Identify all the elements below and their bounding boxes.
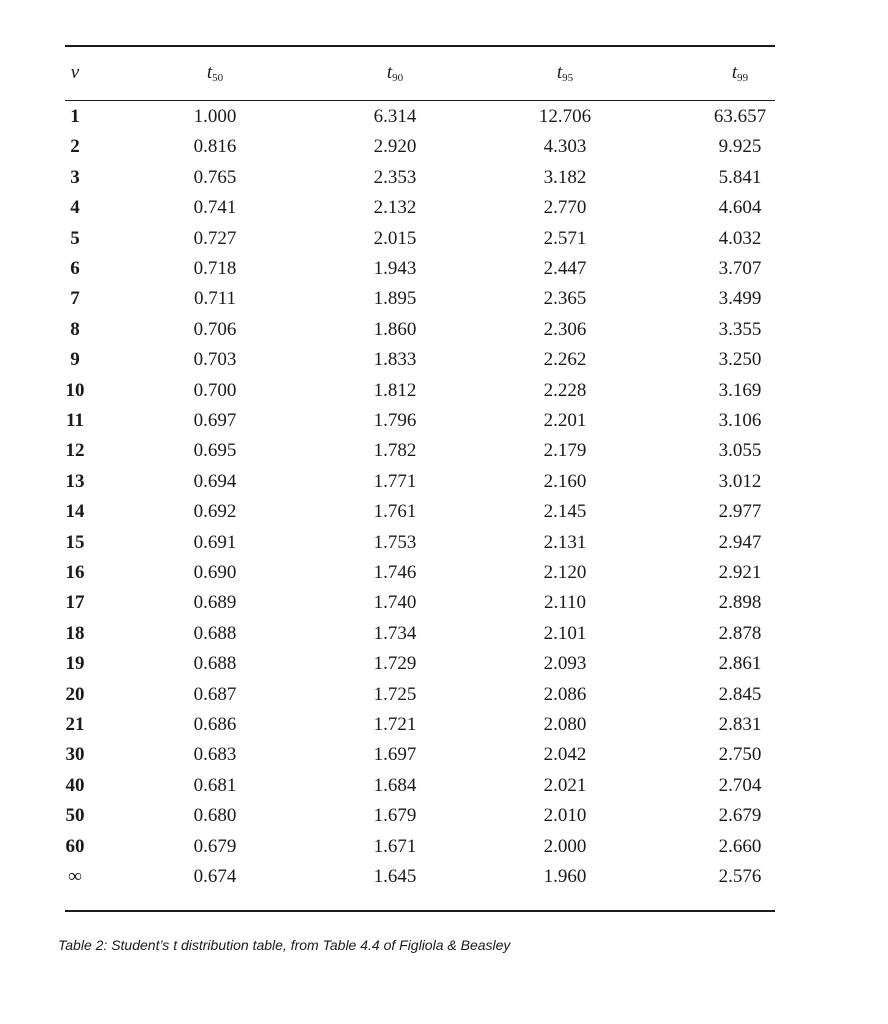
table-cell-dof: ∞	[68, 866, 82, 887]
table-cell-t90: 1.761	[373, 501, 417, 522]
table-cell-t99: 2.861	[718, 653, 762, 674]
table-cell-t50: 0.765	[193, 167, 237, 188]
table-cell-t90: 1.943	[373, 258, 417, 279]
table-cell-t90: 1.895	[373, 288, 417, 309]
table-cell-t99: 2.576	[718, 866, 762, 887]
table-cell-t50: 0.674	[193, 866, 237, 887]
table-cell-t95: 2.770	[543, 197, 587, 218]
table-cell-t99: 2.750	[718, 744, 762, 765]
table-cell-dof: 20	[65, 684, 85, 705]
table-cell-t90: 1.729	[373, 653, 417, 674]
table-cell-t90: 1.740	[373, 592, 417, 613]
table-cell-t95: 2.080	[543, 714, 587, 735]
table-cell-t99: 2.845	[718, 684, 762, 705]
table-cell-dof: 3	[70, 167, 80, 188]
table-cell-t50: 0.700	[193, 380, 237, 401]
table-caption: Table 2: Student’s t distribution table, from Table 4.4 of Figliola & Beasley	[58, 937, 511, 953]
table-cell-t50: 0.703	[193, 349, 237, 370]
table-cell-t99: 2.977	[718, 501, 762, 522]
table-cell-t99: 2.921	[718, 562, 762, 583]
table-cell-t99: 3.355	[718, 319, 762, 340]
table-cell-t95: 2.010	[543, 805, 587, 826]
table-cell-t99: 3.250	[718, 349, 762, 370]
table-cell-t90: 1.812	[373, 380, 417, 401]
table-cell-t99: 2.878	[718, 623, 762, 644]
table-cell-t50: 0.695	[193, 440, 237, 461]
table-cell-t50: 0.687	[193, 684, 237, 705]
table-cell-t90: 1.734	[373, 623, 417, 644]
table-cell-t95: 2.021	[543, 775, 587, 796]
table-cell-t90: 1.697	[373, 744, 417, 765]
table-cell-t50: 0.694	[193, 471, 237, 492]
table-cell-dof: 21	[65, 714, 85, 735]
table-cell-dof: 18	[65, 623, 85, 644]
table-cell-dof: 7	[70, 288, 80, 309]
table-cell-t99: 5.841	[718, 167, 762, 188]
table-cell-t90: 1.746	[373, 562, 417, 583]
table-cell-t90: 1.721	[373, 714, 417, 735]
table-cell-t90: 1.725	[373, 684, 417, 705]
table-cell-t90: 1.645	[373, 866, 417, 887]
table-cell-t99: 3.012	[718, 471, 762, 492]
table-cell-t50: 0.680	[193, 805, 237, 826]
table-cell-t95: 2.120	[543, 562, 587, 583]
table-top-rule	[65, 45, 775, 47]
table-cell-t99: 3.055	[718, 440, 762, 461]
table-cell-t50: 0.727	[193, 228, 237, 249]
table-cell-t90: 2.920	[373, 136, 417, 157]
table-cell-t95: 2.179	[543, 440, 587, 461]
table-cell-t50: 0.683	[193, 744, 237, 765]
table-cell-t50: 1.000	[193, 106, 237, 127]
table-cell-dof: 60	[65, 836, 85, 857]
table-cell-dof: 12	[65, 440, 85, 461]
table-cell-t50: 0.690	[193, 562, 237, 583]
table-cell-t95: 2.201	[543, 410, 587, 431]
table-cell-t99: 63.657	[713, 106, 767, 127]
header-t95: $t_{95}$	[556, 62, 574, 84]
table-cell-t95: 2.145	[543, 501, 587, 522]
table-cell-t50: 0.681	[193, 775, 237, 796]
header-degrees-of-freedom: ν	[70, 62, 80, 83]
table-cell-t99: 2.831	[718, 714, 762, 735]
table-bottom-rule	[65, 910, 775, 912]
table-cell-dof: 1	[70, 106, 80, 127]
table-cell-t90: 6.314	[373, 106, 417, 127]
table-cell-t95: 2.093	[543, 653, 587, 674]
table-cell-dof: 14	[65, 501, 85, 522]
table-cell-dof: 13	[65, 471, 85, 492]
table-cell-t99: 3.106	[718, 410, 762, 431]
table-cell-t90: 1.671	[373, 836, 417, 857]
table-cell-t95: 2.110	[543, 592, 587, 613]
table-cell-t95: 3.182	[543, 167, 587, 188]
table-cell-t95: 2.228	[543, 380, 587, 401]
table-cell-t90: 2.353	[373, 167, 417, 188]
table-cell-t50: 0.706	[193, 319, 237, 340]
table-cell-t50: 0.718	[193, 258, 237, 279]
table-cell-t50: 0.679	[193, 836, 237, 857]
table-cell-t95: 2.086	[543, 684, 587, 705]
table-header-rule	[65, 100, 775, 101]
table-cell-dof: 17	[65, 592, 85, 613]
table-cell-t95: 2.447	[543, 258, 587, 279]
table-cell-t99: 2.898	[718, 592, 762, 613]
table-cell-t50: 0.741	[193, 197, 237, 218]
header-t50: $t_{50}$	[206, 62, 224, 84]
table-cell-t99: 9.925	[718, 136, 762, 157]
table-cell-t50: 0.711	[193, 288, 237, 309]
table-cell-t99: 4.604	[718, 197, 762, 218]
table-cell-t95: 1.960	[543, 866, 587, 887]
table-cell-dof: 15	[65, 532, 85, 553]
header-t90: $t_{90}$	[386, 62, 404, 84]
table-cell-t95: 2.571	[543, 228, 587, 249]
table-cell-dof: 4	[70, 197, 80, 218]
table-cell-t95: 2.262	[543, 349, 587, 370]
table-cell-t95: 2.365	[543, 288, 587, 309]
table-cell-t99: 2.704	[718, 775, 762, 796]
table-cell-t50: 0.689	[193, 592, 237, 613]
table-cell-t90: 1.753	[373, 532, 417, 553]
table-cell-dof: 40	[65, 775, 85, 796]
table-cell-t50: 0.697	[193, 410, 237, 431]
table-cell-t99: 3.499	[718, 288, 762, 309]
table-cell-t90: 1.684	[373, 775, 417, 796]
table-cell-t95: 12.706	[538, 106, 592, 127]
table-cell-t50: 0.816	[193, 136, 237, 157]
table-cell-t99: 2.660	[718, 836, 762, 857]
table-cell-t95: 2.131	[543, 532, 587, 553]
table-cell-t50: 0.688	[193, 623, 237, 644]
table-cell-dof: 16	[65, 562, 85, 583]
table-cell-t50: 0.691	[193, 532, 237, 553]
table-cell-t99: 2.947	[718, 532, 762, 553]
table-cell-t99: 2.679	[718, 805, 762, 826]
header-t99: $t_{99}$	[731, 62, 749, 84]
table-cell-t95: 2.101	[543, 623, 587, 644]
table-cell-dof: 6	[70, 258, 80, 279]
table-cell-dof: 11	[66, 410, 84, 431]
table-cell-dof: 8	[70, 319, 80, 340]
table-cell-t90: 1.833	[373, 349, 417, 370]
table-cell-dof: 9	[70, 349, 80, 370]
table-cell-t90: 1.679	[373, 805, 417, 826]
table-cell-t90: 1.796	[373, 410, 417, 431]
table-cell-dof: 19	[65, 653, 85, 674]
table-cell-dof: 5	[70, 228, 80, 249]
table-cell-t90: 1.782	[373, 440, 417, 461]
table-cell-dof: 50	[65, 805, 85, 826]
table-cell-t95: 4.303	[543, 136, 587, 157]
table-cell-t90: 2.132	[373, 197, 417, 218]
table-cell-t90: 2.015	[373, 228, 417, 249]
table-cell-dof: 10	[65, 380, 85, 401]
table-cell-dof: 2	[70, 136, 80, 157]
table-cell-t95: 2.306	[543, 319, 587, 340]
table-cell-t95: 2.160	[543, 471, 587, 492]
table-cell-t99: 3.707	[718, 258, 762, 279]
table-cell-t95: 2.000	[543, 836, 587, 857]
table-cell-dof: 30	[65, 744, 85, 765]
table-cell-t99: 3.169	[718, 380, 762, 401]
table-cell-t99: 4.032	[718, 228, 762, 249]
table-cell-t95: 2.042	[543, 744, 587, 765]
table-cell-t90: 1.860	[373, 319, 417, 340]
table-cell-t50: 0.688	[193, 653, 237, 674]
table-cell-t50: 0.686	[193, 714, 237, 735]
table-cell-t50: 0.692	[193, 501, 237, 522]
table-cell-t90: 1.771	[373, 471, 417, 492]
